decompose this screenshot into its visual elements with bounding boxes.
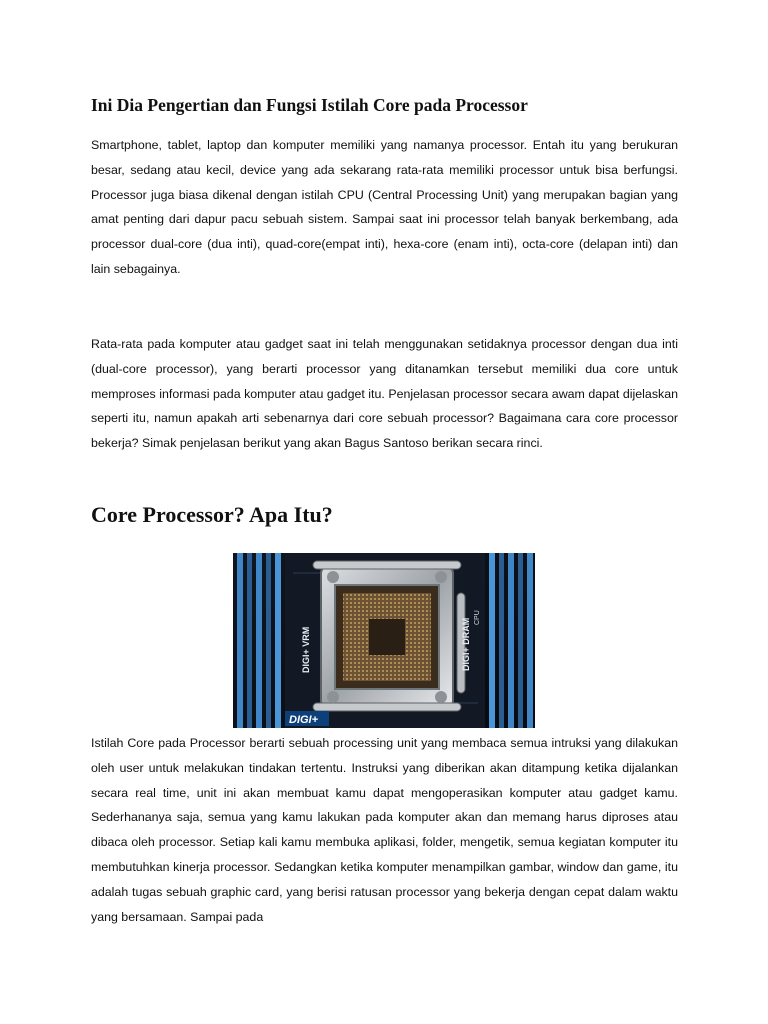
paragraph-intro: Smartphone, tablet, laptop dan komputer memiliki yang namanya processor. Entah itu yang berukuran besar, sedang atau kecil, device yang ada sekarang rata-rata memiliki processor untuk bisa berfungsi. Processor juga biasa dikenal dengan istilah CPU (Central Processing Unit) yang merupakan bagian yang amat penting dari dapur pacu sebuah sistem. Sampai saat ini processor telah banyak berkembang, ada processor dual-core (dua inti), quad-core(empat inti), hexa-core (enam inti), octa-core (delapan inti) dan lain sebagainya. [91, 138, 678, 276]
digi-logo: DIGI+ [289, 714, 319, 726]
paragraph-core-definition: Istilah Core pada Processor berarti sebuah processing unit yang membaca semua intruksi yang dilakukan oleh user untuk melakukan tindakan tertentu. Instruksi yang diberikan akan ditampung ketika dijalankan secara real time, unit ini akan membuat kamu dapat mengoperasikan komputer atau gadget kamu. Sederhananya saja, semua yang kamu lakukan pada komputer akan dan memang harus diproses atau dibaca oleh processor. Setiap kali kamu membuka aplikasi, folder, mengetik, semua kegiatan komputer itu membutuhkan kinerja processor. Sedangkan ketika komputer menampilkan gambar, window dan game, itu adalah tugas sebuah graphic card, yang berisi ratusan processor yang bekerja dengan cepat dalam waktu yang bersamaan. Sampai pada [91, 736, 678, 924]
section-heading: Core Processor? Apa Itu? [91, 502, 333, 527]
cpu-socket-illustration [233, 553, 535, 728]
label-vrm: DIGI+ VRM [301, 626, 311, 673]
article-title: Ini Dia Pengertian dan Fungsi Istilah Core pada Processor [91, 95, 528, 115]
label-dram: DIGI+ DRAM [461, 617, 471, 671]
paragraph-dual-core: Rata-rata pada komputer atau gadget saat ini telah menggunakan setidaknya processor dengan dua inti (dual-core processor), yang berarti processor yang ditanamkan tersebut memiliki dua core untuk memproses informasi pada komputer atau gadget itu. Penjelasan processor secara awam dapat dijelaskan seperti itu, namun apakah arti sebenarnya dari core sebuah processor? Bagaimana cara core processor bekerja? Simak penjelasan berikut yang akan Bagus Santoso berikan secara rinci. [91, 337, 678, 451]
cpu-socket-photo [233, 553, 535, 728]
label-cpu: CPU [474, 610, 481, 625]
